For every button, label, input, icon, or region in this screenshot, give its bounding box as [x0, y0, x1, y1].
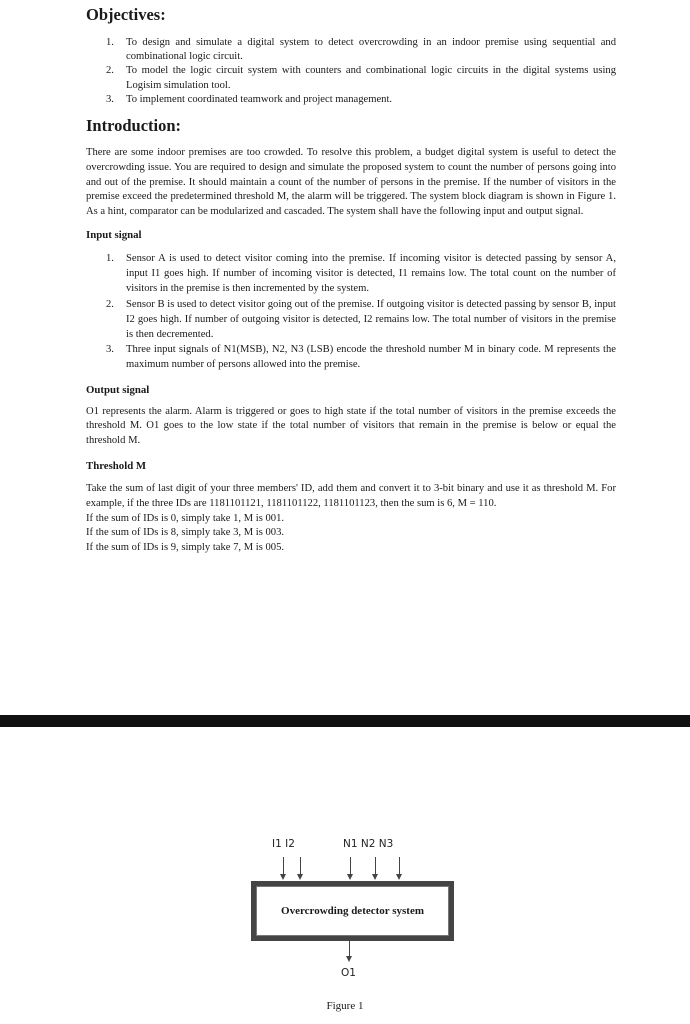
input-signal-heading: Input signal	[86, 229, 142, 241]
input-label-n1-n2-n3: N1 N2 N3	[343, 838, 394, 850]
objectives-heading: Objectives:	[86, 5, 166, 24]
input-signal-list	[86, 251, 616, 373]
detector-block	[251, 881, 454, 941]
arrow-down-icon	[399, 857, 400, 875]
list-item: 3. Three input signals of N1(MSB), N2, N3 (LSB) encode the threshold number M in binary code. M represents the maximum number of persons allowed into the premise.	[106, 344, 616, 371]
introduction-paragraph: There are some indoor premises are too crowded. To resolve this problem, a budget digital system is useful to detect the overcrowding issue. You are required to design and simulate the proposed system to count the number of persons going into and out of the premise. It should maintain a count of the number of persons in the premise. If the number of visitors in the premise exceed the predetermined threshold M, the alarm will be triggered. The system block diagram is shown in Figure 1. As a hint, comparator can be modularized and cascaded. The system shall have the following input and output signal.	[86, 147, 616, 218]
threshold-heading: Threshold M	[86, 460, 147, 473]
output-signal-heading: Output signal	[86, 383, 150, 396]
arrow-down-icon	[350, 857, 351, 875]
arrow-down-icon	[283, 857, 284, 875]
list-item: 3. To implement coordinated teamwork and project management.	[106, 93, 393, 105]
threshold-line: If the sum of IDs is 8, simply take 3, M is 003.	[86, 527, 285, 539]
arrow-down-icon	[300, 857, 301, 875]
arrow-down-icon	[375, 857, 376, 875]
list-item: 1. To design and simulate a digital system to detect overcrowding in an indoor premise using sequential and combinational logic circuit.	[106, 37, 616, 63]
threshold-line: If the sum of IDs is 9, simply take 7, M is 005.	[86, 542, 285, 554]
page-divider	[0, 715, 690, 727]
output-signal-paragraph: O1 represents the alarm. Alarm is triggered or goes to high state if the total number of visitors in the premise exceeds the threshold M. O1 goes to the low state if the total number of visitors that remain in the premise is below or equal the threshold M.	[86, 405, 616, 447]
list-item: 1. Sensor A is used to detect visitor coming into the premise. If incoming visitor is detected passing by sensor A, input I1 goes high. If number of incoming visitor is detected, I1 remains low. The total count on the number of visitors in the premise is then incremented by the system.	[106, 253, 616, 295]
output-label-o1: O1	[341, 967, 356, 979]
figure-1	[0, 727, 690, 1024]
list-item: 2. To model the logic circuit system with counters and combinational logic circuits in the digital systems using Logisim simulation tool.	[106, 65, 616, 91]
threshold-line: If the sum of IDs is 0, simply take 1, M is 001.	[86, 512, 285, 524]
introduction-heading: Introduction:	[86, 116, 182, 136]
input-label-i1-i2: I1 I2	[272, 838, 295, 850]
threshold-paragraph: Take the sum of last digit of your three members' ID, add them and convert it to 3-bit binary and use it as threshold M. For example, if the three IDs are 1181101121, 1181101122, 1181101123, then the sum is 6, M = 110.	[86, 483, 616, 509]
detector-block-label: Overcrowding detector system	[256, 886, 449, 936]
objectives-list	[86, 36, 616, 107]
figure-caption: Figure 1	[326, 1000, 364, 1012]
list-item: 2. Sensor B is used to detect visitor going out of the premise. If outgoing visitor is detected passing by sensor B, input I2 goes high. If number of outgoing visitor is detected, I2 remains low. The total number of visitors in the premise is then decremented.	[106, 298, 616, 341]
arrow-down-icon	[349, 941, 350, 957]
